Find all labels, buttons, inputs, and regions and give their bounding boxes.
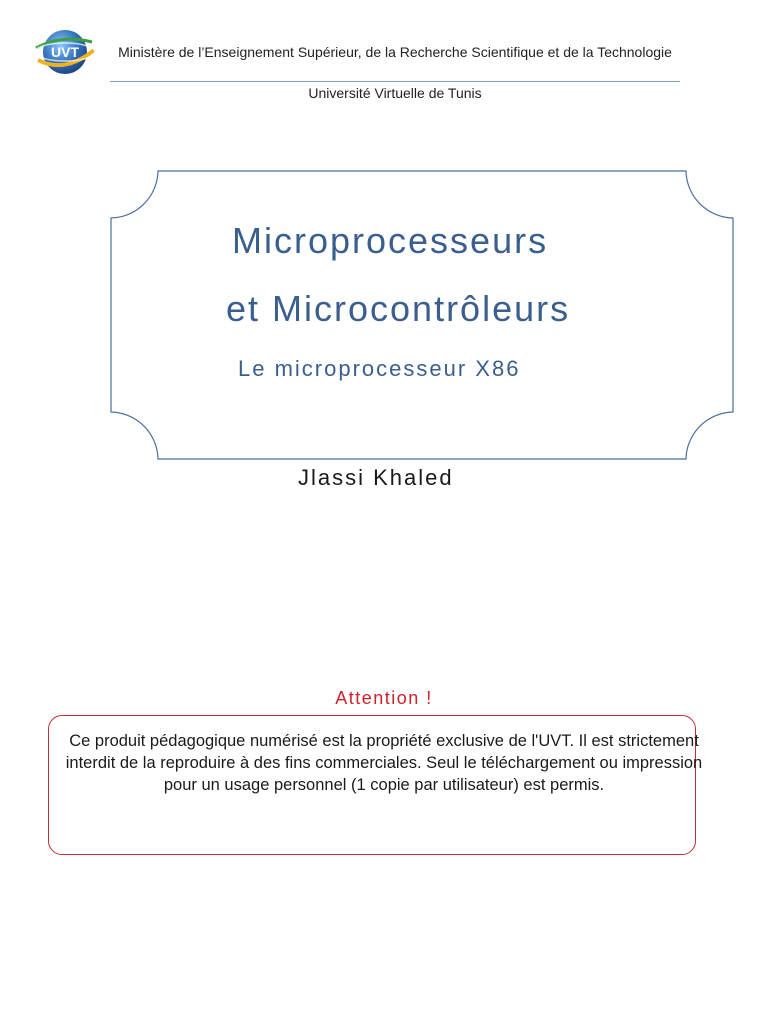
document-subtitle: Le microprocesseur X86	[238, 356, 521, 381]
logo-text: UVT	[51, 44, 79, 60]
author-name: Jlassi Khaled	[298, 465, 454, 490]
title-line-2: et Microcontrôleurs	[226, 288, 571, 329]
ministry-header: Ministère de l’Enseignement Supérieur, de la Recherche Scientifique et de la Technologie	[118, 44, 672, 60]
header-divider	[110, 81, 680, 82]
notice-text: Ce produit pédagogique numérisé est la propriété exclusive de l'UVT. Il est strictement interdit de la reproduire à des fins commerciales. Seul le téléchargement ou impression pour un usage personnel (1 copie par utilisateur) est permis.	[65, 732, 703, 794]
attention-heading: Attention !	[335, 688, 433, 708]
title-line-1: Microprocesseurs	[232, 220, 549, 261]
uvt-globe-logo-icon	[32, 24, 98, 80]
university-name: Université Virtuelle de Tunis	[308, 85, 482, 101]
